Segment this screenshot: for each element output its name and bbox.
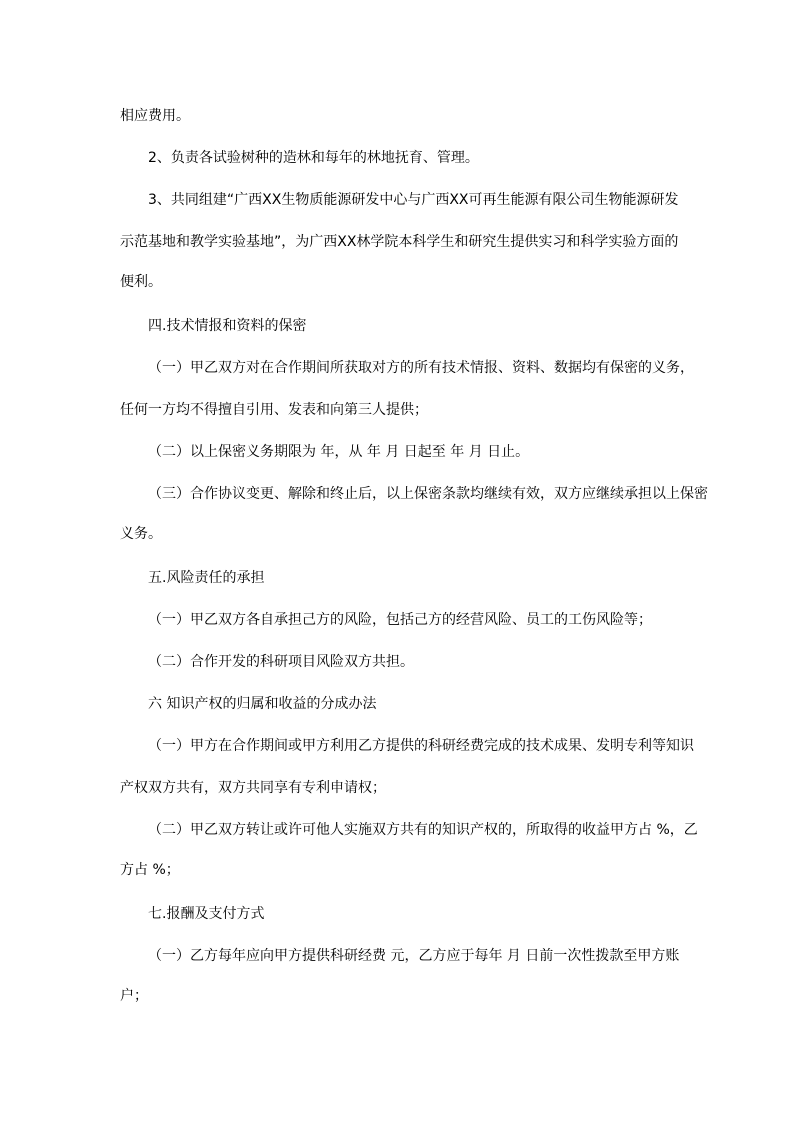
paragraph-line: 产权双方共有，双方共同享有专利申请权； — [120, 780, 386, 796]
paragraph-line: 方占 %； — [120, 862, 180, 878]
paragraph-line: （一）乙方每年应向甲方提供科研经费 元，乙方应于每年 月 日前一次性拨款至甲方账 — [148, 948, 680, 964]
section-heading: 七.报酬及支付方式 — [148, 906, 265, 922]
paragraph-line: （三）合作协议变更、解除和终止后，以上保密条款均继续有效，双方应继续承担以上保密 — [148, 486, 708, 502]
paragraph-line: 示范基地和教学实验基地”，为广西XX林学院本科学生和研究生提供实习和科学实验方面的 — [120, 234, 679, 250]
paragraph-line: （二）以上保密义务期限为 年，从 年 月 日起至 年 月 日止。 — [148, 444, 530, 460]
paragraph-line: （一）甲乙双方各自承担己方的风险，包括己方的经营风险、员工的工伤风险等； — [148, 612, 652, 628]
paragraph-line: 3、共同组建“广西XX生物质能源研发中心与广西XX可再生能源有限公司生物能源研发 — [148, 192, 679, 208]
paragraph-line: （二）甲乙双方转让或许可他人实施双方共有的知识产权的，所取得的收益甲方占 %，乙 — [148, 822, 698, 838]
section-heading: 四.技术情报和资料的保密 — [148, 318, 307, 334]
paragraph-line: （一）甲乙双方对在合作期间所获取对方的所有技术情报、资料、数据均有保密的义务， — [148, 360, 694, 376]
paragraph-line: 2、负责各试验树种的造林和每年的林地抚育、管理。 — [148, 150, 479, 166]
section-heading: 六 知识产权的归属和收益的分成办法 — [148, 696, 377, 712]
paragraph-line: 义务。 — [120, 526, 162, 542]
paragraph-line: （一）甲方在合作期间或甲方利用乙方提供的科研经费完成的技术成果、发明专利等知识 — [148, 738, 694, 754]
paragraph-line: 便利。 — [120, 274, 162, 290]
section-heading: 五.风险责任的承担 — [148, 570, 265, 586]
paragraph-line: 相应费用。 — [120, 108, 190, 124]
paragraph-line: 户； — [120, 988, 148, 1004]
paragraph-line: （二）合作开发的科研项目风险双方共担。 — [148, 654, 414, 670]
paragraph-line: 任何一方均不得擅自引用、发表和向第三人提供； — [120, 402, 428, 418]
